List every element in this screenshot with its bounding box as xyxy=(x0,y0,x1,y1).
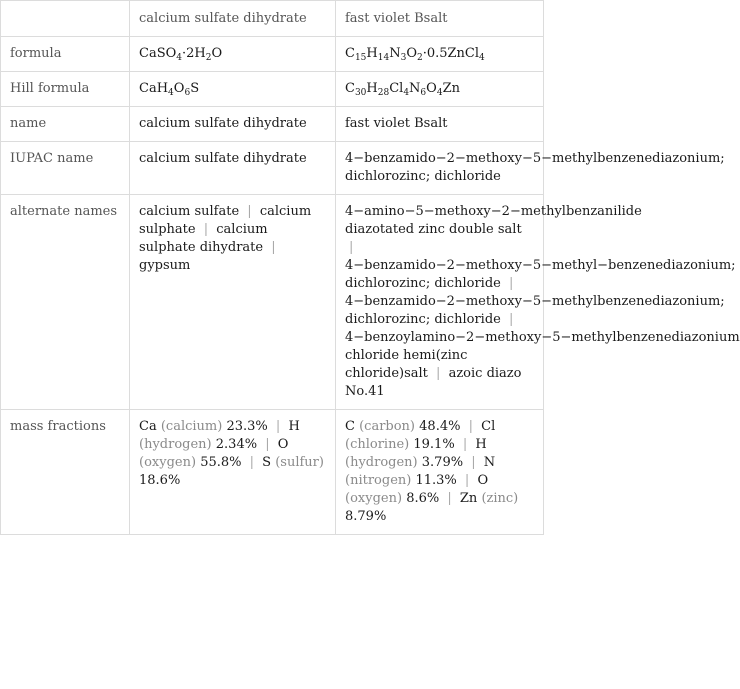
mass-percent: 8.6% xyxy=(406,491,440,506)
formula-part: N xyxy=(409,81,421,96)
separator: | xyxy=(471,455,476,470)
formula-part: Cl xyxy=(389,81,404,96)
separator: | xyxy=(203,222,209,237)
header-row xyxy=(1,1,544,37)
formula-part: O xyxy=(426,81,437,96)
mass-percent: 3.79% xyxy=(421,455,464,470)
formula-part: CaSO xyxy=(139,46,177,61)
formula-part: H xyxy=(366,81,378,96)
alternate-name: calcium sulphate xyxy=(139,204,312,237)
mass-fraction-entry xyxy=(345,419,460,434)
mass-fractions-row xyxy=(1,410,544,535)
formula-subscript: 4 xyxy=(176,53,182,63)
element-name: (oxygen) xyxy=(345,491,403,506)
formula-part: CaH xyxy=(139,81,169,96)
alternate-name: 4−benzoylamino−2−methoxy−5−methylbenzenediazonium chloride hemi(zinc chloride)salt xyxy=(345,330,740,381)
element-symbol: S xyxy=(262,455,272,470)
iupac-name-cell-a: calcium sulfate dihydrate xyxy=(130,142,336,195)
formula-cell-a xyxy=(130,37,336,72)
mass-fractions-cell-b xyxy=(336,410,544,535)
formula-subscript: 15 xyxy=(354,53,367,63)
separator: | xyxy=(508,312,514,327)
mass-percent: 48.4% xyxy=(419,419,461,434)
separator: | xyxy=(468,419,473,434)
alternate-names-cell-b xyxy=(336,195,740,410)
formula-part: H xyxy=(366,46,378,61)
separator: | xyxy=(271,240,276,255)
iupac-name-cell-b: 4−benzamido−2−methoxy−5−methylbenzenediazonium; dichlorozinc; dichloride xyxy=(336,142,544,195)
formula-subscript: 4 xyxy=(403,88,410,98)
element-name: (zinc) xyxy=(481,491,519,506)
formula-part: O xyxy=(406,46,417,61)
element-symbol: Ca xyxy=(139,419,157,434)
element-name: (hydrogen) xyxy=(345,455,418,470)
separator: | xyxy=(464,473,470,488)
formula-subscript: 4 xyxy=(168,88,174,98)
formula-subscript: 3 xyxy=(400,53,407,63)
separator: | xyxy=(247,204,252,219)
formula-part: ·0.5ZnCl xyxy=(422,46,480,61)
corner-cell xyxy=(1,1,130,37)
separator: | xyxy=(265,437,270,452)
separator: | xyxy=(447,491,452,506)
separator: | xyxy=(508,276,514,291)
formula-part: N xyxy=(389,46,401,61)
column-header-fast-violet: fast violet Bsalt xyxy=(336,1,544,37)
formula-part: Zn xyxy=(442,81,460,96)
element-name: (chlorine) xyxy=(345,437,410,452)
row-label-mass-fractions: mass fractions xyxy=(1,410,130,535)
hill-formula-cell-b xyxy=(336,72,544,107)
separator: | xyxy=(349,240,354,255)
formula-subscript: 4 xyxy=(436,88,443,98)
mass-percent: 11.3% xyxy=(415,473,457,488)
mass-fraction-entry xyxy=(139,419,268,434)
hill-formula-cell-a xyxy=(130,72,336,107)
alternate-name: 4−benzamido−2−methoxy−5−methylbenzenediazonium; dichlorozinc; dichloride xyxy=(345,294,725,327)
mass-percent: 23.3% xyxy=(226,419,268,434)
iupac-name-row xyxy=(1,142,544,195)
separator: | xyxy=(249,455,255,470)
element-symbol: Cl xyxy=(481,419,496,434)
formula-part: O xyxy=(173,81,185,96)
formula-part: C xyxy=(345,46,355,61)
element-name: (carbon) xyxy=(359,419,416,434)
element-symbol: C xyxy=(345,419,355,434)
mass-percent: 8.79% xyxy=(345,509,387,524)
alternate-name: calcium sulphate dihydrate xyxy=(139,222,268,255)
formula-part: S xyxy=(190,81,200,96)
element-symbol: H xyxy=(475,437,487,452)
alternate-name: 4−benzamido−2−methoxy−5−methyl−benzenediazonium; dichlorozinc; dichloride xyxy=(345,258,736,291)
formula-cell-b xyxy=(336,37,544,72)
element-symbol: H xyxy=(288,419,300,434)
element-name: (hydrogen) xyxy=(139,437,212,452)
element-symbol: Zn xyxy=(459,491,478,506)
row-label-hill-formula: Hill formula xyxy=(1,72,130,107)
element-symbol: O xyxy=(477,473,489,488)
element-name: (nitrogen) xyxy=(345,473,412,488)
formula-subscript: 2 xyxy=(205,53,212,63)
separator: | xyxy=(275,419,281,434)
row-label-formula: formula xyxy=(1,37,130,72)
mass-percent: 19.1% xyxy=(413,437,455,452)
mass-percent: 18.6% xyxy=(139,473,181,488)
alternate-name: calcium sulfate xyxy=(139,204,240,219)
formula-part: C xyxy=(345,81,355,96)
name-cell-a: calcium sulfate dihydrate xyxy=(130,107,336,142)
alternate-name: azoic diazo No.41 xyxy=(345,366,522,399)
row-label-alternate-names: alternate names xyxy=(1,195,130,410)
mass-percent: 2.34% xyxy=(215,437,258,452)
element-name: (oxygen) xyxy=(139,455,197,470)
row-label-name: name xyxy=(1,107,130,142)
separator: | xyxy=(462,437,468,452)
mass-percent: 55.8% xyxy=(200,455,242,470)
name-cell-b: fast violet Bsalt xyxy=(336,107,544,142)
element-name: (sulfur) xyxy=(275,455,324,470)
alternate-name: gypsum xyxy=(139,258,191,273)
element-symbol: N xyxy=(483,455,496,470)
column-header-calcium-sulfate: calcium sulfate dihydrate xyxy=(130,1,336,37)
formula-subscript: 6 xyxy=(184,88,191,98)
name-row xyxy=(1,107,544,142)
element-symbol: O xyxy=(277,437,289,452)
separator: | xyxy=(436,366,441,381)
alternate-name: 4−amino−5−methoxy−2−methylbenzanilide diazotated zinc double salt xyxy=(345,204,642,237)
element-name: (calcium) xyxy=(160,419,223,434)
formula-subscript: 14 xyxy=(377,53,390,63)
formula-part: O xyxy=(211,46,223,61)
formula-subscript: 4 xyxy=(479,53,485,63)
formula-row xyxy=(1,37,544,72)
formula-subscript: 2 xyxy=(416,53,423,63)
mass-fractions-cell-a xyxy=(130,410,336,535)
hill-formula-row xyxy=(1,72,544,107)
formula-subscript: 6 xyxy=(420,88,427,98)
alternate-names-cell-a xyxy=(130,195,336,410)
alternate-names-row xyxy=(1,195,544,410)
formula-subscript: 30 xyxy=(354,88,367,98)
formula-part: ·2H xyxy=(182,46,206,61)
row-label-iupac-name: IUPAC name xyxy=(1,142,130,195)
formula-subscript: 28 xyxy=(377,88,390,98)
